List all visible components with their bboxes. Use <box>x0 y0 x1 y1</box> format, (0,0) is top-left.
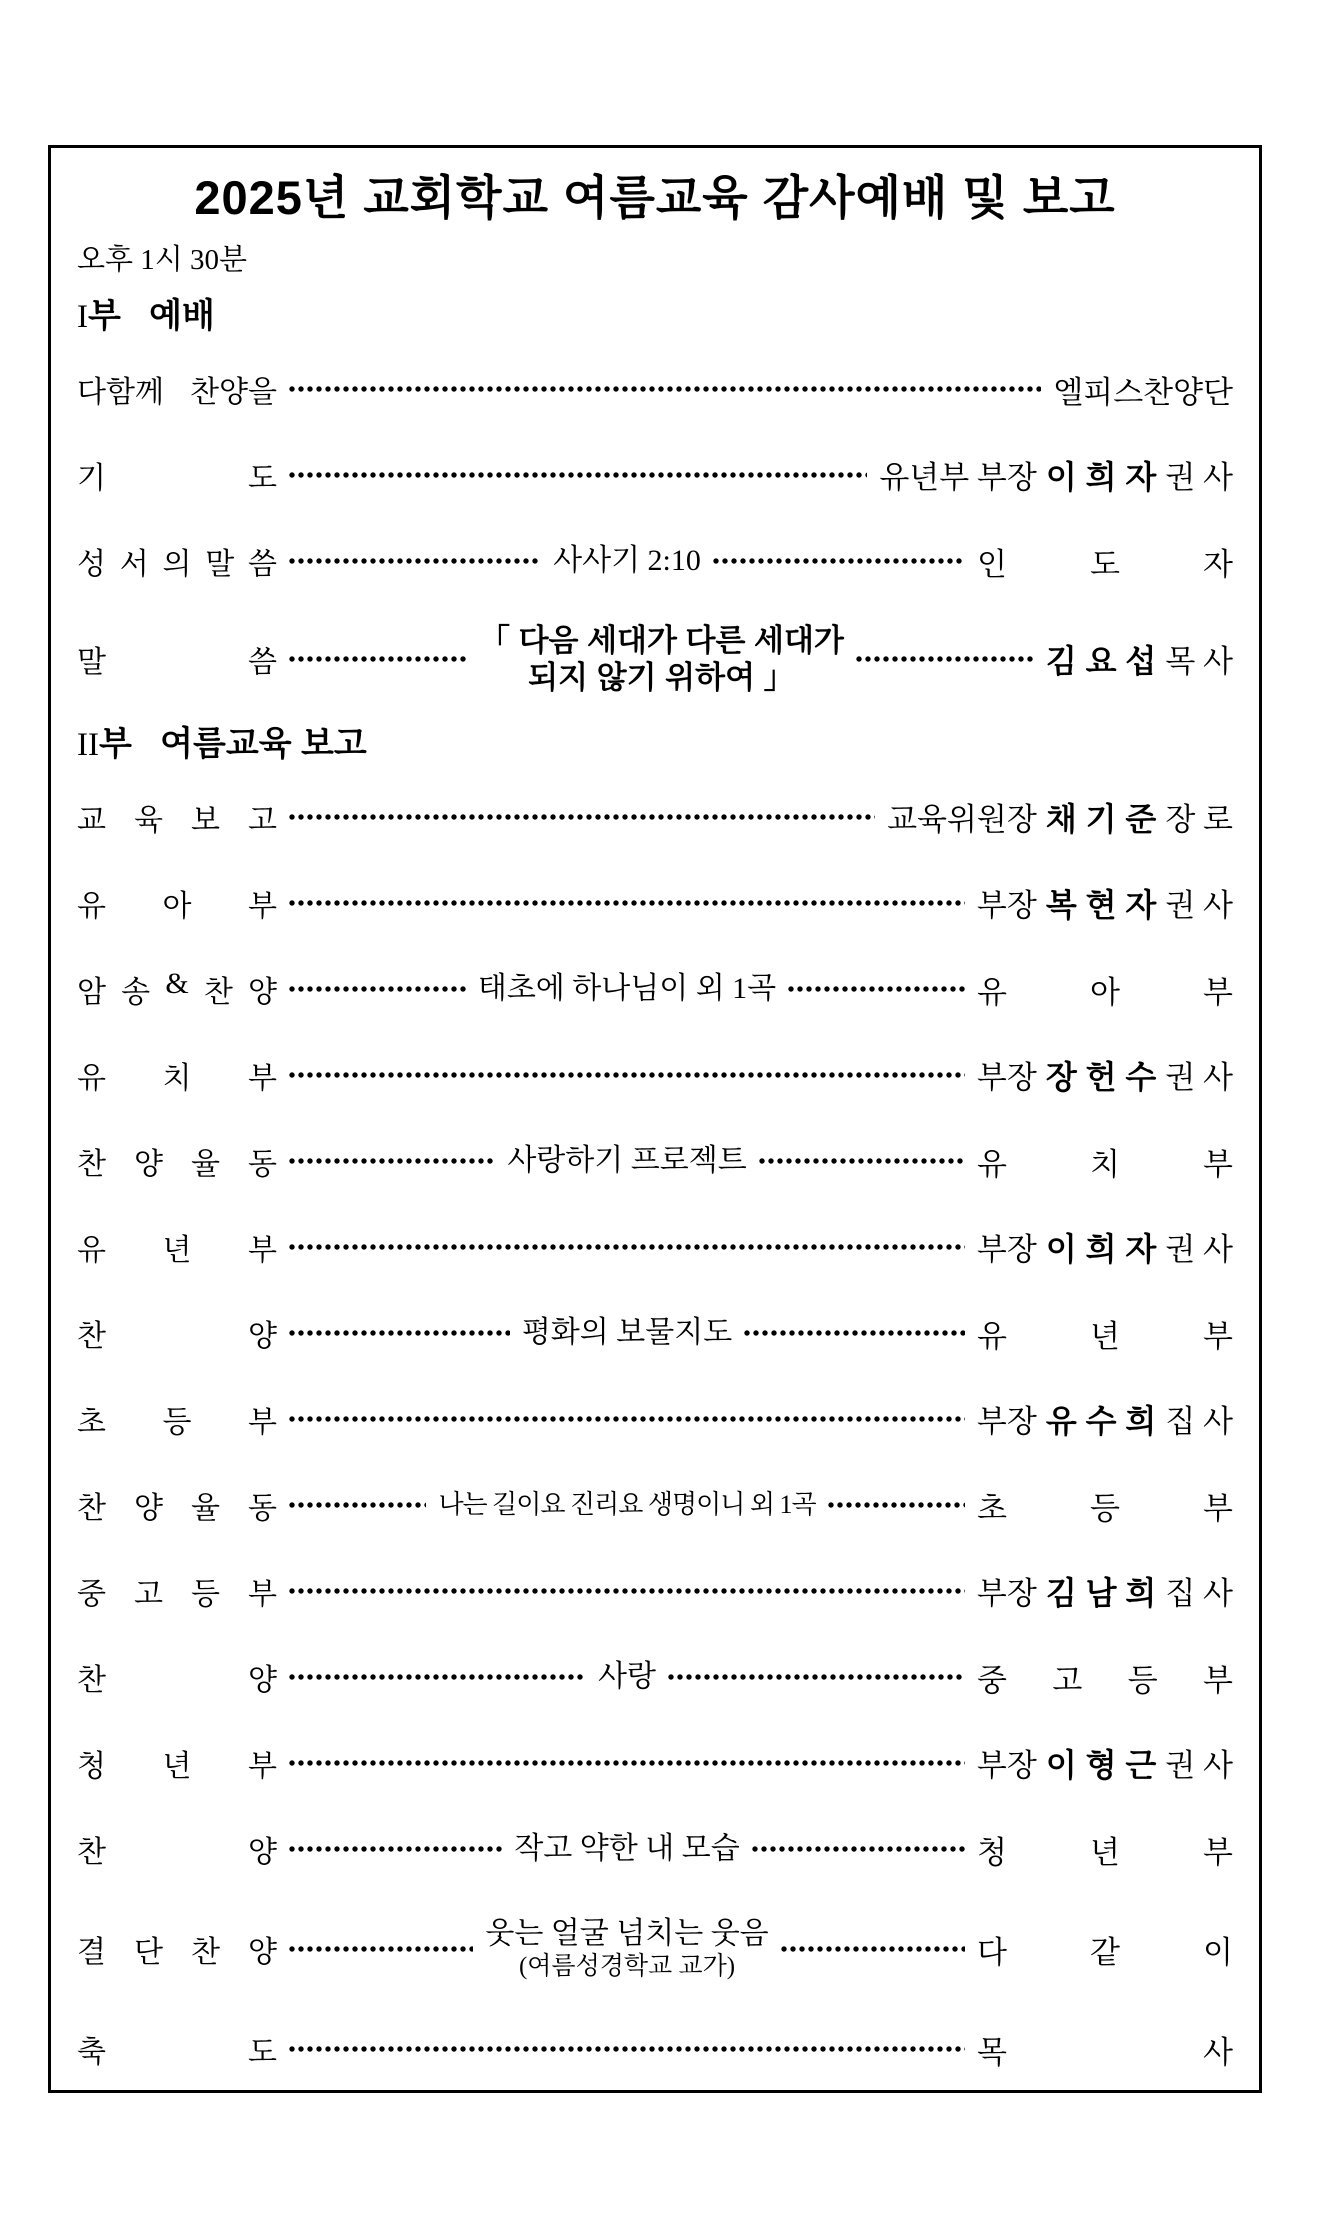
person-word: 년 <box>1090 1834 1120 1870</box>
person-name: 이 형 근 <box>1045 1747 1157 1783</box>
label-word: 부 <box>248 1234 277 1267</box>
label-word: 도 <box>248 2036 277 2069</box>
program-item-label <box>77 2027 277 2071</box>
program-item-label <box>77 1483 277 1527</box>
dotted-leader <box>289 386 1041 392</box>
label-word: 암 <box>77 976 106 1009</box>
program-item-label <box>77 881 277 925</box>
program-row <box>77 860 1233 946</box>
person-role: 교육위원장 <box>887 802 1037 837</box>
label-word: 결 <box>77 1936 106 1969</box>
dotted-leader <box>289 656 467 662</box>
dotted-leader <box>289 1588 965 1594</box>
person-word: 유 <box>977 1146 1007 1182</box>
program-item-label <box>77 1139 277 1183</box>
program-item-person <box>977 2027 1233 2072</box>
program-item-label <box>77 1397 277 1441</box>
dotted-leader <box>289 558 541 564</box>
program-item-detail <box>478 971 776 1007</box>
label-word: & <box>165 967 189 1000</box>
detail-line: 평화의 보물지도 <box>521 1316 733 1349</box>
person-word: 초 <box>977 1490 1007 1526</box>
program-item-label <box>77 1569 277 1613</box>
label-word: 말 <box>205 548 235 581</box>
program-row <box>77 1032 1233 1118</box>
program-item-person <box>977 1927 1233 1972</box>
section-2-numeral: II <box>77 727 99 763</box>
program-row <box>77 518 1233 604</box>
label-word: 등 <box>191 1578 220 1611</box>
program-item-person <box>977 539 1233 584</box>
label-word: 씀 <box>248 548 277 581</box>
dotted-leader <box>289 1502 426 1508</box>
label-word: 도 <box>248 462 277 495</box>
dotted-leader <box>289 1674 586 1680</box>
person-role: 권 사 <box>1165 1060 1233 1095</box>
person-role: 권 사 <box>1165 1232 1233 1267</box>
label-word: 동 <box>248 1492 277 1525</box>
detail-line: 사사기 2:10 <box>553 544 701 577</box>
program-item-detail <box>598 1659 656 1695</box>
person-role: 권 사 <box>1165 460 1233 495</box>
part2-report-rows <box>77 774 1233 2092</box>
label-word: 유 <box>77 1234 106 1267</box>
dotted-leader <box>289 1846 502 1852</box>
program-row <box>77 346 1233 432</box>
program-row <box>77 946 1233 1032</box>
label-word: 아 <box>162 890 192 923</box>
person-word: 청 <box>977 1834 1007 1870</box>
program-item-detail <box>438 1489 815 1520</box>
program-item-person <box>977 1740 1233 1786</box>
person-word: 자 <box>1203 546 1233 582</box>
dotted-leader <box>781 1946 965 1952</box>
detail-line: 되지 않기 위하여 」 <box>528 660 795 695</box>
dotted-leader <box>289 814 875 820</box>
dotted-leader <box>289 1330 510 1336</box>
person-role: 부장 <box>976 1576 1037 1611</box>
person-name: 김 남 희 <box>1045 1575 1157 1611</box>
section-1-numeral: I <box>77 299 88 335</box>
person-role: 권 사 <box>1165 888 1233 923</box>
person-name: 복 현 자 <box>1045 887 1157 923</box>
person-word: 등 <box>1127 1662 1158 1698</box>
program-row <box>77 1806 1233 1892</box>
program-item-label <box>77 1741 277 1785</box>
dotted-leader <box>856 656 1034 662</box>
person-role: 유년부 부장 <box>879 460 1037 495</box>
person-name: 채 기 준 <box>1045 801 1157 837</box>
label-word: 찬 <box>77 1320 106 1353</box>
label-word: 청 <box>77 1750 106 1783</box>
program-row <box>77 432 1233 518</box>
label-word: 다함께 <box>77 376 164 409</box>
label-word: 축 <box>77 2036 106 2069</box>
part1-worship-rows <box>77 346 1233 714</box>
dotted-leader <box>289 1416 965 1422</box>
label-word: 찬 <box>77 1492 106 1525</box>
person-role: 부장 <box>976 1748 1037 1783</box>
label-word: 기 <box>77 462 106 495</box>
program-item-person <box>977 1052 1233 1098</box>
label-word: 찬 <box>77 1836 106 1869</box>
program-row <box>77 604 1233 714</box>
program-item-person <box>977 1396 1233 1442</box>
label-word: 찬 <box>77 1148 106 1181</box>
section-1-header <box>77 286 1233 346</box>
person-word: 인 <box>977 546 1007 582</box>
person-word: 유 <box>977 1318 1007 1354</box>
label-word: 씀 <box>248 646 277 679</box>
label-word: 양 <box>248 1836 277 1869</box>
label-word: 양 <box>134 1148 163 1181</box>
label-word: 고 <box>248 804 277 837</box>
dotted-leader <box>713 558 965 564</box>
person-role: 집 사 <box>1165 1576 1233 1611</box>
label-word: 양 <box>248 1664 277 1697</box>
dotted-leader <box>289 1072 965 1078</box>
program-item-person <box>977 1827 1233 1872</box>
program-item-label <box>77 967 277 1011</box>
label-word: 찬양을 <box>190 376 277 409</box>
person-word: 부 <box>1203 1146 1233 1182</box>
dotted-leader <box>289 472 867 478</box>
person-name: 이 희 자 <box>1045 1231 1157 1267</box>
program-item-detail <box>479 622 844 696</box>
program-item-person <box>977 1224 1233 1270</box>
person-role: 부장 <box>976 1060 1037 1095</box>
program-item-person <box>887 794 1233 840</box>
dotted-leader <box>828 1502 965 1508</box>
person-word: 아 <box>1090 974 1120 1010</box>
program-row <box>77 1290 1233 1376</box>
label-word: 부 <box>248 1062 277 1095</box>
dotted-leader <box>289 1946 473 1952</box>
person-word: 부 <box>1203 1662 1233 1698</box>
label-word: 송 <box>121 976 151 1009</box>
person-name: 유 수 희 <box>1045 1403 1157 1439</box>
program-item-label <box>77 1655 277 1699</box>
label-word: 양 <box>248 1936 277 1969</box>
label-word: 초 <box>77 1406 106 1439</box>
label-word: 단 <box>134 1936 163 1969</box>
label-word: 율 <box>191 1148 220 1181</box>
person-role: 엘피스찬양단 <box>1053 374 1233 410</box>
detail-line: 사랑 <box>598 1660 656 1693</box>
detail-line: 태초에 하나님이 외 1곡 <box>477 972 777 1005</box>
label-word: 양 <box>247 976 277 1009</box>
program-row <box>77 1462 1233 1548</box>
program-item-label <box>77 637 277 681</box>
section-2-title: 부 여름교육 보고 <box>98 725 367 763</box>
program-row <box>77 1118 1233 1204</box>
person-word: 이 <box>1203 1934 1233 1970</box>
label-word: 부 <box>248 1406 277 1439</box>
program-row <box>77 1892 1233 2006</box>
worship-program-document <box>48 145 1262 2093</box>
section-1-title: 부 예배 <box>88 297 215 335</box>
label-word: 중 <box>77 1578 106 1611</box>
person-word: 부 <box>1203 974 1233 1010</box>
person-word: 같 <box>1090 1934 1120 1970</box>
person-word: 중 <box>977 1662 1007 1698</box>
service-time: 오후 1시 30분 <box>77 244 248 276</box>
person-word: 사 <box>1203 2034 1233 2070</box>
person-word: 다 <box>977 1934 1007 1970</box>
label-word: 치 <box>162 1062 192 1095</box>
dotted-leader <box>668 1674 965 1680</box>
label-word: 년 <box>162 1750 192 1783</box>
detail-line: 작고 약한 내 모습 <box>514 1832 740 1865</box>
label-word: 교 <box>77 804 106 837</box>
program-item-person <box>1046 636 1233 682</box>
person-role: 권 사 <box>1165 1748 1233 1783</box>
program-item-detail <box>522 1315 732 1351</box>
person-word: 유 <box>977 974 1007 1010</box>
label-word: 년 <box>162 1234 192 1267</box>
program-item-detail <box>507 1143 746 1179</box>
dotted-leader <box>289 2046 965 2052</box>
detail-line: 나는 길이요 진리요 생명이니 외 1곡 <box>438 1490 816 1520</box>
program-item-person <box>977 1139 1233 1184</box>
dotted-leader <box>289 900 965 906</box>
program-row <box>77 1634 1233 1720</box>
person-name: 장 헌 수 <box>1045 1059 1157 1095</box>
program-row <box>77 1376 1233 1462</box>
program-row <box>77 1204 1233 1290</box>
label-word: 양 <box>248 1320 277 1353</box>
detail-line: 「 다음 세대가 다른 세대가 <box>478 622 844 658</box>
program-item-label <box>77 1311 277 1355</box>
program-item-person <box>879 452 1233 498</box>
section-2-header <box>77 714 1233 774</box>
person-word: 부 <box>1203 1834 1233 1870</box>
program-item-label <box>77 539 277 583</box>
person-word: 부 <box>1203 1318 1233 1354</box>
person-name: 김 요 섭 <box>1045 643 1157 679</box>
label-word: 부 <box>248 1750 277 1783</box>
program-item-detail <box>485 1916 768 1982</box>
label-word: 말 <box>77 646 106 679</box>
label-word: 찬 <box>77 1664 106 1697</box>
program-item-person <box>1053 367 1233 412</box>
label-word: 유 <box>77 890 106 923</box>
label-word: 율 <box>191 1492 220 1525</box>
person-word: 년 <box>1090 1318 1120 1354</box>
dotted-leader <box>759 1158 965 1164</box>
label-word: 보 <box>191 804 220 837</box>
person-role: 집 사 <box>1165 1404 1233 1439</box>
label-word: 의 <box>162 548 192 581</box>
person-word: 치 <box>1090 1146 1120 1182</box>
person-role: 부장 <box>976 1404 1037 1439</box>
program-item-detail <box>514 1831 739 1867</box>
label-word: 유 <box>77 1062 106 1095</box>
program-item-person <box>977 1483 1233 1528</box>
person-role: 장 로 <box>1165 802 1233 837</box>
person-name: 이 희 자 <box>1045 459 1157 495</box>
label-word: 찬 <box>191 1936 220 1969</box>
person-role: 목 사 <box>1165 644 1234 679</box>
program-item-label <box>77 1053 277 1097</box>
dotted-leader <box>788 986 965 992</box>
label-word: 부 <box>248 890 277 923</box>
program-row <box>77 1548 1233 1634</box>
program-item-person <box>977 1568 1233 1614</box>
document-title: 2025년 교회학교 여름교육 감사예배 및 보고 <box>194 171 1116 224</box>
person-word: 등 <box>1090 1490 1120 1526</box>
program-item-label <box>77 1927 277 1971</box>
program-item-detail <box>553 543 701 579</box>
label-word: 양 <box>134 1492 163 1525</box>
program-row <box>77 1720 1233 1806</box>
dotted-leader <box>752 1846 965 1852</box>
person-word: 고 <box>1052 1662 1083 1698</box>
person-word: 부 <box>1203 1490 1233 1526</box>
label-word: 서 <box>119 548 149 581</box>
program-row <box>77 774 1233 860</box>
program-item-label <box>77 795 277 839</box>
label-word: 육 <box>134 804 163 837</box>
dotted-leader <box>289 1158 495 1164</box>
detail-line: 웃는 얼굴 넘치는 웃음 <box>485 1917 769 1950</box>
program-item-person <box>977 880 1233 926</box>
person-word: 도 <box>1090 546 1120 582</box>
dotted-leader <box>289 1244 965 1250</box>
program-item-label <box>77 1225 277 1269</box>
person-word: 목 <box>977 2034 1007 2070</box>
program-item-label <box>77 367 277 411</box>
program-item-person <box>977 967 1233 1012</box>
program-item-label <box>77 1827 277 1871</box>
label-word: 성 <box>77 548 106 581</box>
detail-line: 사랑하기 프로젝트 <box>507 1144 747 1177</box>
label-word: 등 <box>162 1406 192 1439</box>
program-row <box>77 2006 1233 2092</box>
dotted-leader <box>289 986 466 992</box>
label-word: 동 <box>248 1148 277 1181</box>
dotted-leader <box>289 1760 965 1766</box>
detail-line: (여름성경학교 교가) <box>518 1953 736 1980</box>
person-role: 부장 <box>976 888 1037 923</box>
person-role: 부장 <box>976 1232 1037 1267</box>
label-word: 찬 <box>203 976 233 1009</box>
program-item-label <box>77 453 277 497</box>
program-item-person <box>977 1311 1233 1356</box>
label-word: 고 <box>134 1578 163 1611</box>
program-item-person <box>977 1655 1233 1700</box>
label-word: 부 <box>248 1578 277 1611</box>
dotted-leader <box>744 1330 965 1336</box>
